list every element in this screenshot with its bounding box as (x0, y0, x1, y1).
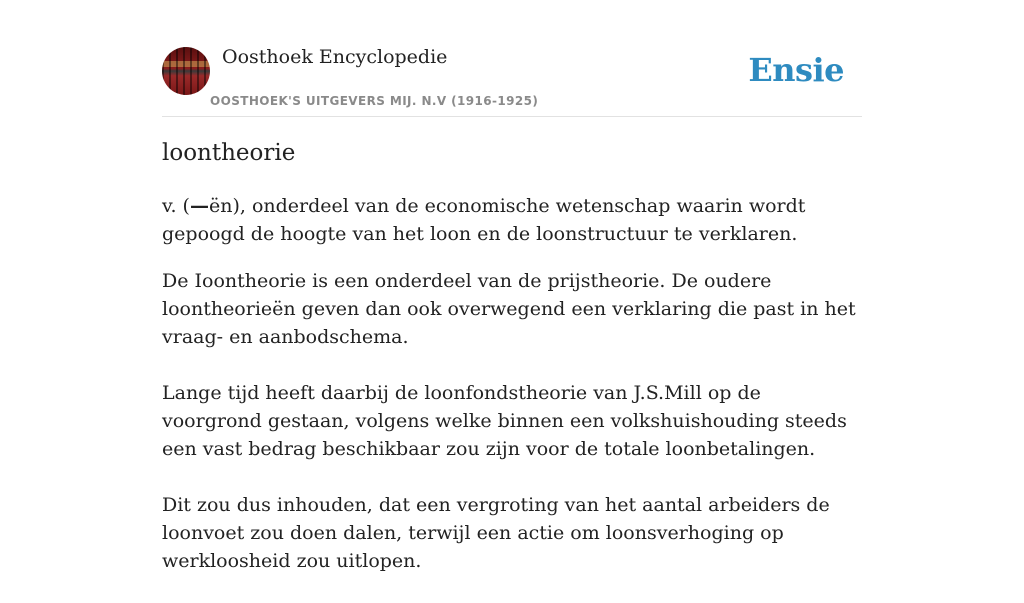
entry-paragraph: Lange tijd heeft daarbij de loonfondstheorie van J.S.Mill op de voorgrond gestaan, volgens welke binnen een volkshuishouding steeds een vast bedrag beschikbaar zou zijn voor de totale loonbetalingen. (162, 382, 847, 460)
avatar-spines (162, 47, 210, 95)
ensie-logo[interactable]: Ensie (748, 51, 844, 89)
entry-definition (162, 192, 862, 248)
entry-body (162, 267, 862, 603)
definition-dash: — (189, 195, 209, 217)
publisher-label: OOSTHOEK'S UITGEVERS MIJ. N.V (1916-1925) (210, 94, 539, 108)
site-header (162, 0, 862, 117)
site-title[interactable]: Oosthoek Encyclopedie (222, 46, 448, 68)
encyclopedia-avatar-icon[interactable] (162, 47, 210, 95)
page-container (162, 0, 862, 572)
definition-text: ën), onderdeel van de economische wetenschap waarin wordt gepoogd de hoogte van het loon en de loonstructuur te verklaren. (162, 195, 806, 245)
entry-title: loontheorie (162, 140, 296, 166)
entry-paragraph: Dit zou dus inhouden, dat een vergroting van het aantal arbeiders de loonvoet zou doen dalen, terwijl een actie om loonsverhoging op werkloosheid zou uitlopen. (162, 494, 830, 572)
entry-paragraph: De Ioontheorie is een onderdeel van de prijstheorie. De oudere loontheorieën geven dan ook overwegend een verklaring die past in het vraag- en aanbodschema. (162, 270, 856, 348)
definition-prefix: v. ( (162, 195, 190, 217)
